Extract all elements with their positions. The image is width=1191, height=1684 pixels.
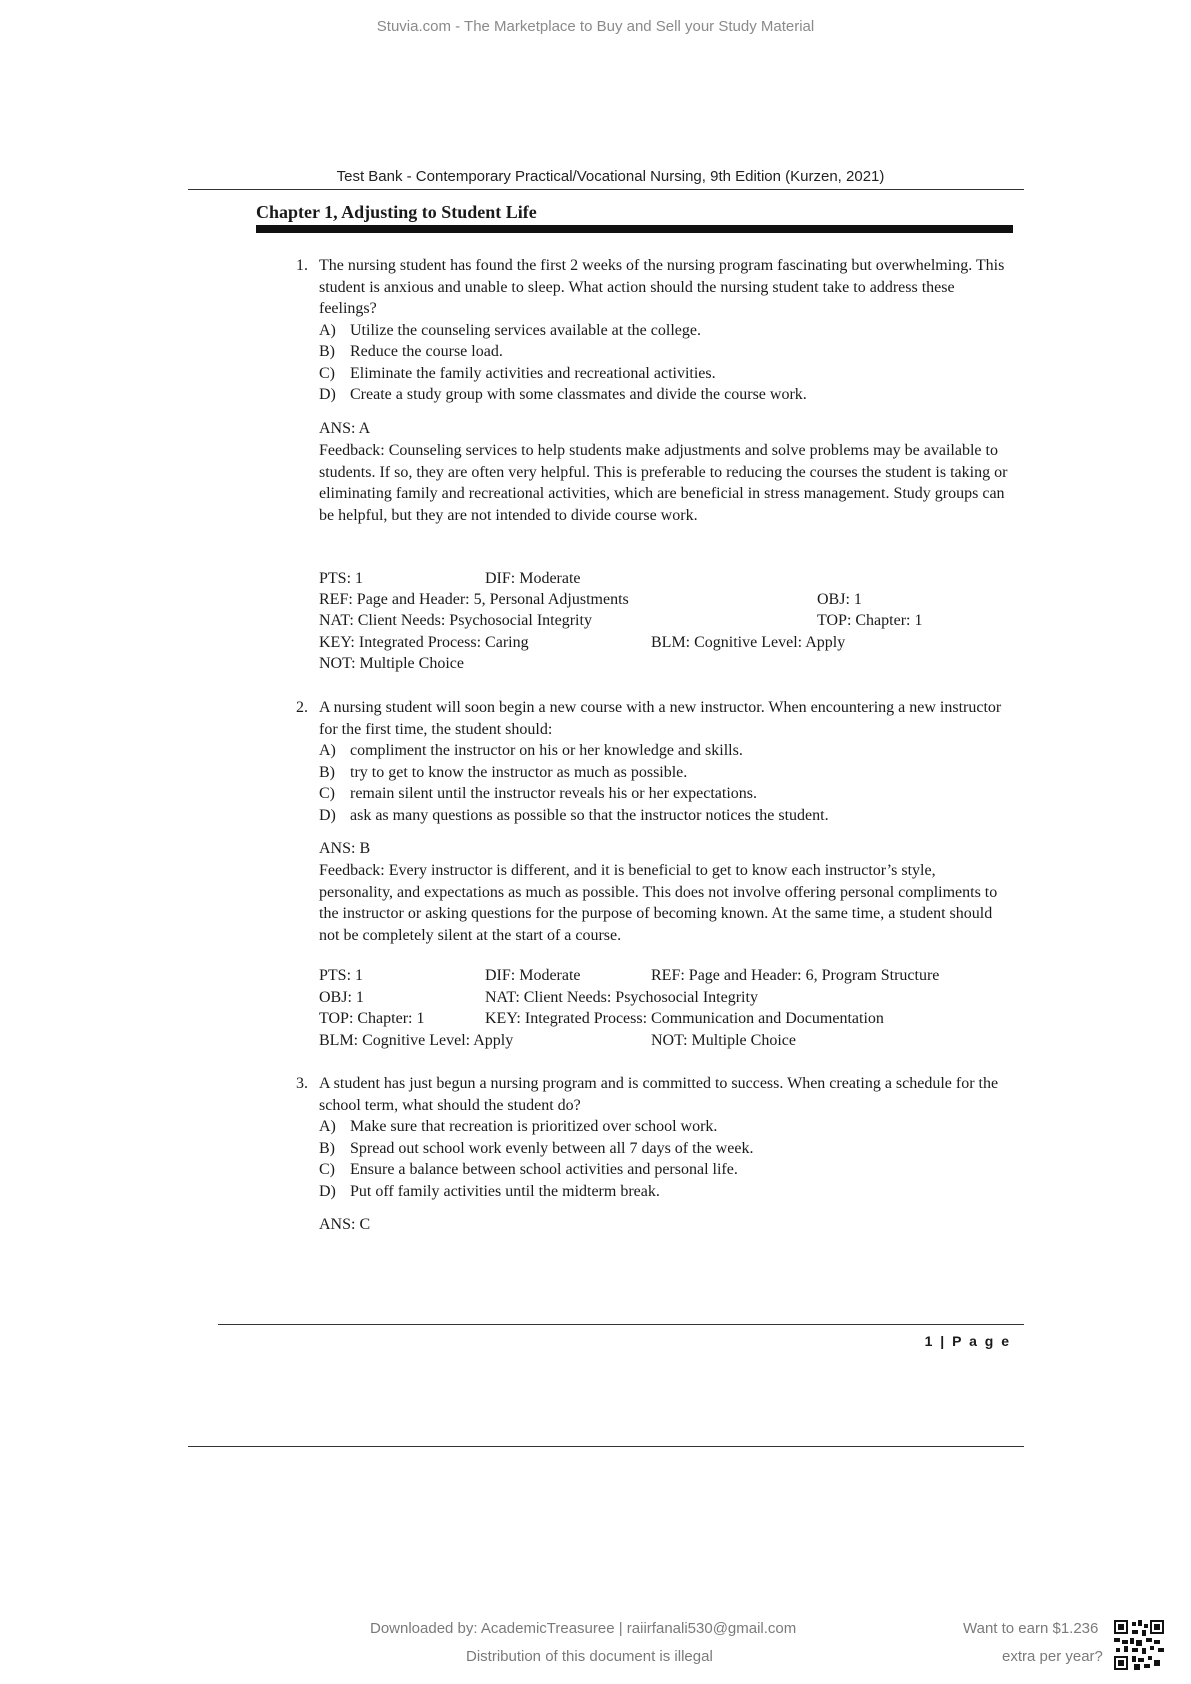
feedback: Feedback: Every instructor is different, and it is beneficial to get to know each instructor’s style, personality, and expectations as much as possible. This does not involve offering personal compliments to the instructor or asking questions for the purpose of becoming known. At the same time, a student should not be completely silent at the start of a course. (319, 862, 998, 944)
meta-dif: DIF: Moderate (485, 967, 581, 984)
option-letter: D) (319, 1182, 336, 1200)
meta-not: NOT: Multiple Choice (651, 1032, 796, 1049)
option-text: try to get to know the instructor as much as possible. (350, 763, 688, 781)
chapter-title-bar (256, 225, 1013, 233)
meta-key: KEY: Integrated Process: Communication and Documentation (485, 1010, 884, 1027)
option-d (319, 1181, 1009, 1203)
option-letter: D) (319, 386, 336, 403)
option-text: Reduce the course load. (350, 343, 503, 360)
option-d (319, 805, 1009, 827)
option-a (319, 320, 1009, 342)
meta-dif: DIF: Moderate (485, 570, 581, 587)
option-b (319, 341, 1009, 363)
option-a (319, 1116, 1009, 1138)
footer-rule (218, 1324, 1024, 1325)
header-rule (188, 189, 1024, 190)
option-text: Ensure a balance between school activities and personal life. (350, 1161, 738, 1178)
question-2 (319, 697, 1009, 826)
meta-key: KEY: Integrated Process: Caring (319, 634, 529, 651)
question-number: 3. (296, 1075, 308, 1092)
meta-nat: NAT: Client Needs: Psychosocial Integrity (485, 989, 758, 1006)
option-text: Make sure that recreation is prioritized over school work. (350, 1118, 718, 1135)
option-text: Put off family activities until the midterm break. (350, 1182, 660, 1200)
meta-obj: OBJ: 1 (319, 989, 364, 1006)
meta-pts: PTS: 1 (319, 570, 364, 587)
option-letter: B) (319, 763, 335, 781)
option-letter: B) (319, 1139, 335, 1157)
distribution-notice: Distribution of this document is illegal (466, 1648, 713, 1665)
earn-promo-line1[interactable]: Want to earn $1.236 (963, 1620, 1099, 1637)
option-letter: C) (319, 364, 335, 382)
question-stem: The nursing student has found the first 2 weeks of the nursing program fascinating but overwhelming. This student is anxious and unable to sleep. What action should the nursing student take to address these feelings? (319, 257, 1005, 317)
meta-pts: PTS: 1 (319, 967, 364, 984)
option-text: Eliminate the family activities and recreational activities. (350, 364, 716, 382)
answer: ANS: C (319, 1216, 371, 1233)
answer: ANS: B (319, 840, 371, 857)
question-number: 1. (296, 257, 308, 274)
question-3 (319, 1073, 1009, 1202)
qr-code-icon[interactable] (1114, 1620, 1164, 1670)
page-separator (188, 1446, 1024, 1447)
option-letter: A) (319, 321, 336, 339)
option-text: Create a study group with some classmates and divide the course work. (350, 386, 807, 403)
option-text: remain silent until the instructor reveals his or her expectations. (350, 785, 757, 802)
option-b (319, 1138, 1009, 1160)
option-letter: C) (319, 785, 335, 802)
question-number: 2. (296, 699, 308, 716)
meta-ref: REF: Page and Header: 6, Program Structure (651, 967, 940, 984)
feedback: Feedback: Counseling services to help students make adjustments and solve problems may be available to students. If so, they are often very helpful. This is preferable to reducing the courses the student is taking or eliminating family and recreational activities, which are beneficial in stress management. Study groups can be helpful, but they are not intended to divide course work. (319, 442, 1008, 524)
meta-nat: NAT: Client Needs: Psychosocial Integrity (319, 612, 592, 629)
option-text: Spread out school work evenly between all 7 days of the week. (350, 1139, 754, 1157)
option-c (319, 783, 1009, 805)
option-text: Utilize the counseling services available at the college. (350, 321, 701, 339)
option-text: compliment the instructor on his or her knowledge and skills. (350, 742, 743, 759)
option-c (319, 363, 1009, 385)
option-letter: D) (319, 806, 336, 824)
option-letter: C) (319, 1161, 335, 1178)
meta-not: NOT: Multiple Choice (319, 655, 464, 672)
question-stem: A student has just begun a nursing program and is committed to success. When creating a schedule for the school term, what should the student do? (319, 1075, 999, 1114)
option-text: ask as many questions as possible so that the instructor notices the student. (350, 806, 829, 824)
option-d (319, 384, 1009, 406)
page-number: 1 | P a g e (924, 1333, 1011, 1349)
option-letter: A) (319, 1118, 336, 1135)
option-b (319, 762, 1009, 784)
option-a (319, 740, 1009, 762)
chapter-title: Chapter 1, Adjusting to Student Life (256, 202, 537, 222)
meta-blm: BLM: Cognitive Level: Apply (319, 1032, 514, 1049)
meta-obj: OBJ: 1 (817, 591, 862, 608)
question-1 (319, 255, 1009, 406)
document-header: Test Bank - Contemporary Practical/Vocational Nursing, 9th Edition (Kurzen, 2021) (336, 168, 885, 185)
answer: ANS: A (319, 420, 371, 437)
meta-top: TOP: Chapter: 1 (319, 1010, 425, 1027)
option-letter: B) (319, 343, 335, 360)
meta-blm: BLM: Cognitive Level: Apply (651, 634, 846, 651)
stuvia-watermark: Stuvia.com - The Marketplace to Buy and Sell your Study Material (376, 18, 815, 35)
earn-promo-line2[interactable]: extra per year? (1002, 1648, 1103, 1665)
option-letter: A) (319, 742, 336, 759)
meta-ref: REF: Page and Header: 5, Personal Adjustments (319, 591, 629, 608)
question-stem: A nursing student will soon begin a new course with a new instructor. When encountering a new instructor for the first time, the student should: (319, 699, 1002, 738)
meta-top: TOP: Chapter: 1 (817, 612, 923, 629)
option-c (319, 1159, 1009, 1181)
download-info: Downloaded by: AcademicTreasuree | raiirfanali530@gmail.com (370, 1620, 797, 1637)
